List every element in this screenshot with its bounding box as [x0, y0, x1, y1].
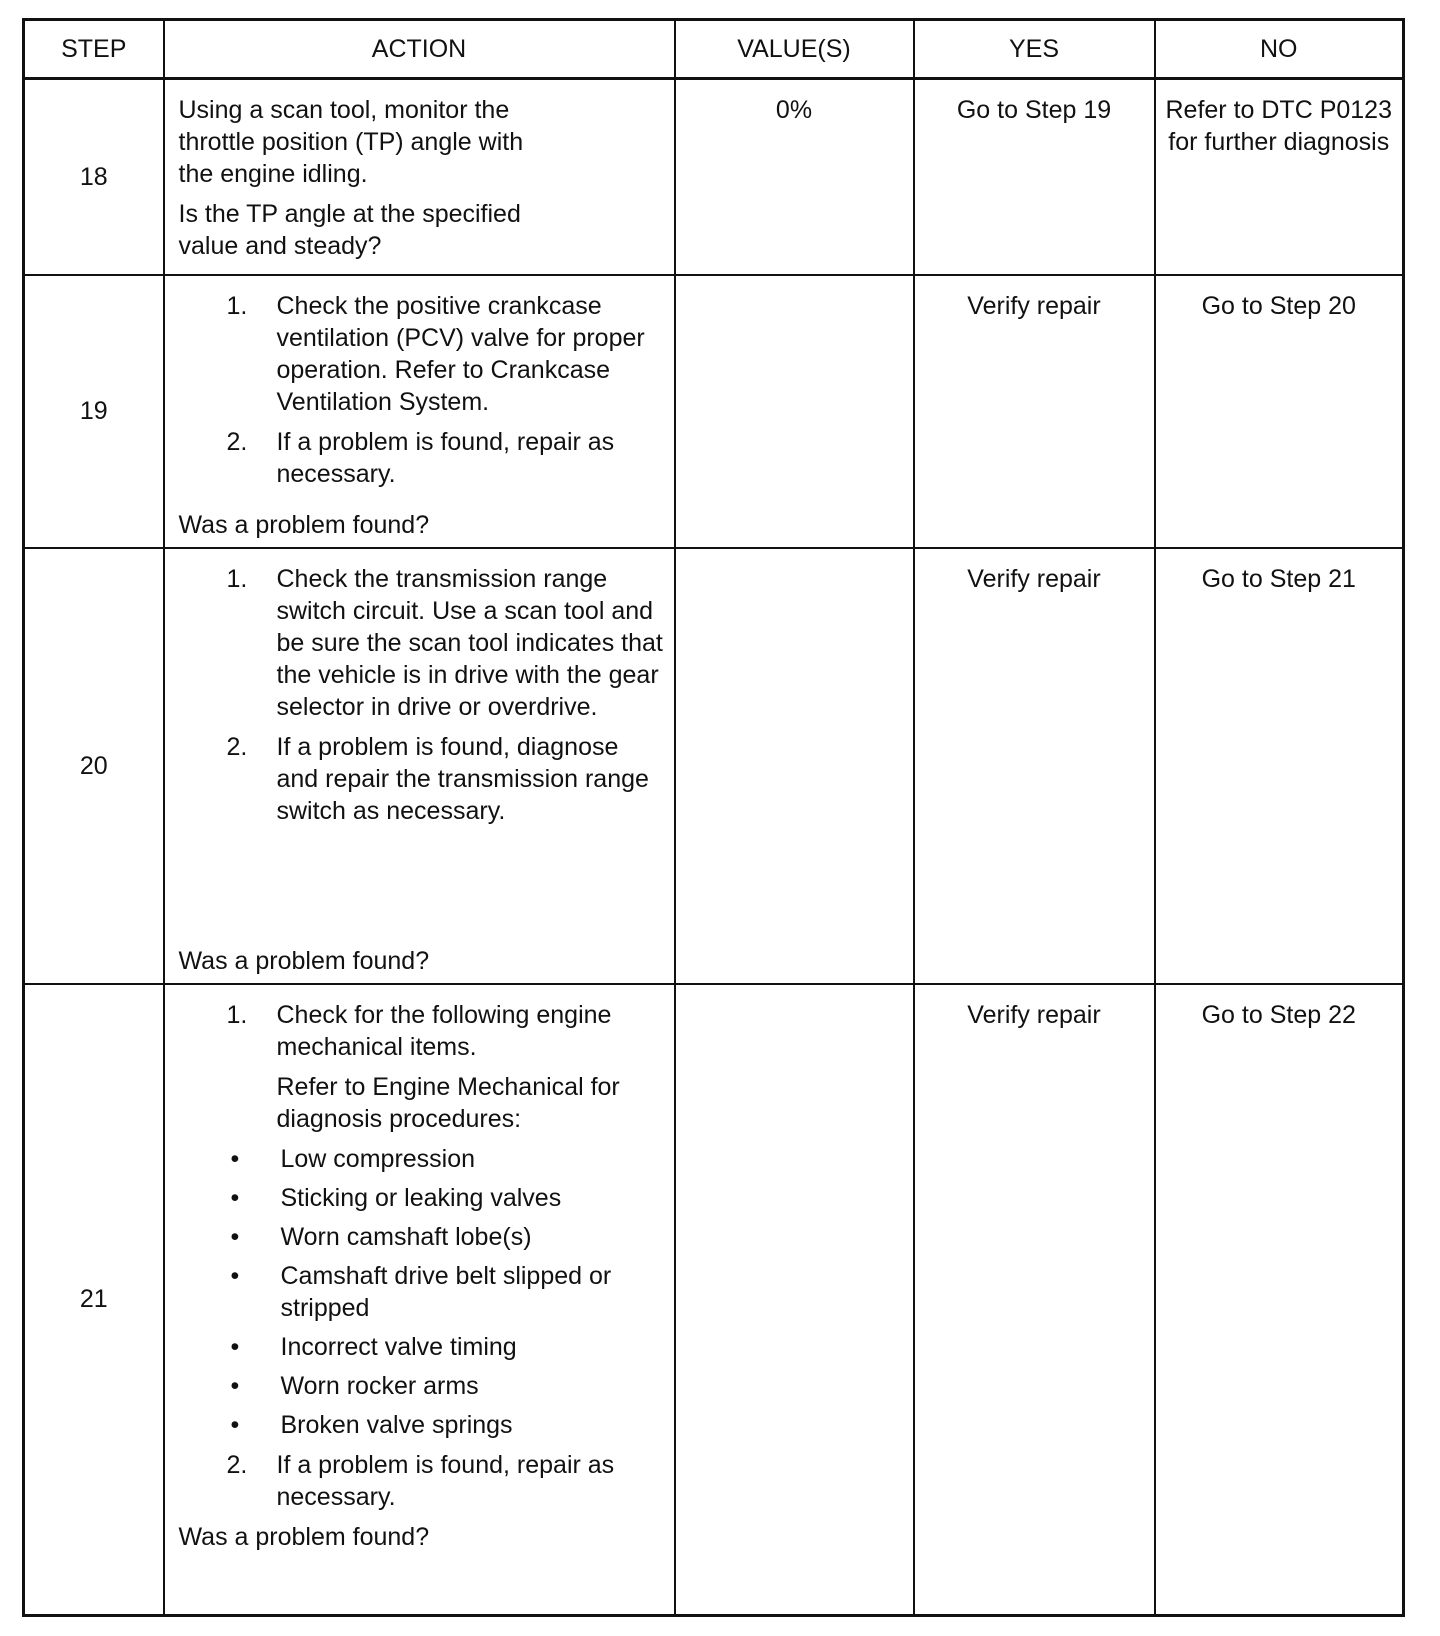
question-text: Was a problem found?	[178, 510, 430, 539]
list-item: • Worn rocker arms	[230, 1371, 479, 1400]
list-item: • Low compression	[230, 1144, 476, 1173]
question-text: Was a problem found?	[178, 946, 430, 975]
list-item: 2. If a problem is found, repair as necessary.	[226, 1450, 615, 1511]
bullet-list	[179, 1143, 664, 1441]
question-text: Is the TP angle at the specified value and steady?	[178, 200, 521, 260]
no-cell: Go to Step 20	[1155, 275, 1404, 548]
step-number: 18	[24, 79, 164, 275]
yes-cell: Go to Step 19	[914, 79, 1155, 275]
list-item: • Broken valve springs	[230, 1410, 513, 1439]
list-item: • Incorrect valve timing	[230, 1332, 517, 1361]
question-text: Was a problem found?	[178, 1522, 430, 1551]
action-cell	[164, 79, 675, 275]
list-item: • Camshaft drive belt slipped or stripped	[230, 1261, 612, 1322]
list-item: 1. Check the transmission range switch circuit. Use a scan tool and be sure the scan tool indicates that the vehicle is in drive with the gear selector in drive or overdrive.	[226, 564, 663, 721]
header-action: ACTION	[164, 20, 675, 79]
yes-cell: Verify repair	[914, 548, 1155, 984]
no-cell: Refer to DTC P0123 for further diagnosis	[1155, 79, 1404, 275]
list-item: • Sticking or leaking valves	[230, 1183, 562, 1212]
action-cell	[164, 548, 675, 984]
table-row-step-21	[24, 984, 1404, 1616]
table-row-step-20	[24, 548, 1404, 984]
action-cell	[164, 275, 675, 548]
table-row-step-19	[24, 275, 1404, 548]
procedure-note: Refer to Engine Mechanical for diagnosis procedures:	[276, 1072, 620, 1133]
list-item: • Worn camshaft lobe(s)	[230, 1222, 532, 1251]
list-item: 2. If a problem is found, repair as necessary.	[226, 427, 615, 488]
diagnostic-table	[22, 18, 1405, 1617]
header-yes: YES	[914, 20, 1155, 79]
action-steps	[179, 563, 664, 835]
yes-cell: Verify repair	[914, 984, 1155, 1616]
no-cell: Go to Step 22	[1155, 984, 1404, 1616]
value-cell: 0%	[675, 79, 914, 275]
header-no: NO	[1155, 20, 1404, 79]
step-number: 19	[24, 275, 164, 548]
action-text: Using a scan tool, monitor the throttle position (TP) angle with the engine idling.	[178, 96, 524, 188]
action-cell	[164, 984, 675, 1616]
yes-cell: Verify repair	[914, 275, 1155, 548]
step-number: 21	[24, 984, 164, 1616]
no-cell: Go to Step 21	[1155, 548, 1404, 984]
table-row-step-18	[24, 79, 1404, 275]
value-cell	[675, 275, 914, 548]
header-values: VALUE(S)	[675, 20, 914, 79]
step-number: 20	[24, 548, 164, 984]
header-row	[24, 20, 1404, 79]
action-steps	[179, 999, 664, 1513]
action-steps	[179, 290, 664, 498]
header-step: STEP	[24, 20, 164, 79]
list-item: 2. If a problem is found, diagnose and repair the transmission range switch as necessary.	[226, 732, 649, 825]
value-cell	[675, 984, 914, 1616]
list-item: 1. Check for the following engine mechanical items. Refer to Engine Mechanical for diagnosis procedures: • Low compression • Sticking or leaking valves • Worn camshaft lobe(s) • Camshaft drive belt slipped or stripped • Incorrect valve timing • Worn rocker arms • Broken valve springs	[179, 999, 664, 1441]
value-cell	[675, 548, 914, 984]
list-item: 1. Check the positive crankcase ventilation (PCV) valve for proper operation. Refer to Crankcase Ventilation System.	[226, 291, 645, 416]
